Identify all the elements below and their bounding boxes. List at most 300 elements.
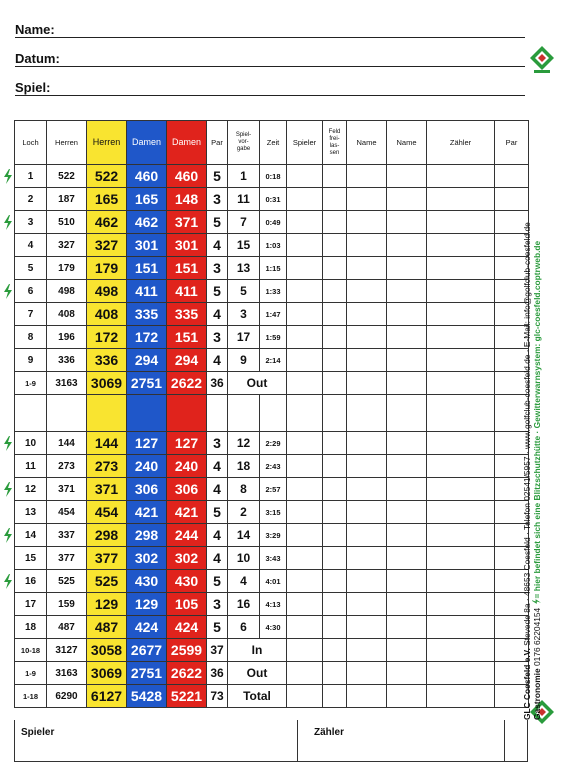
- women-red-distance: 151: [167, 257, 207, 280]
- lightning-bolt-icon: [3, 528, 13, 543]
- women-red-distance: 244: [167, 524, 207, 547]
- name2-cell[interactable]: [387, 501, 427, 524]
- par-value: 5: [207, 165, 228, 188]
- par-value: 4: [207, 547, 228, 570]
- handicap-value: 4: [228, 570, 260, 593]
- name2-cell[interactable]: [387, 593, 427, 616]
- handicap-value: 12: [228, 432, 260, 455]
- player-cell[interactable]: [287, 616, 323, 639]
- free-cell[interactable]: [323, 639, 347, 662]
- counter-cell[interactable]: [427, 616, 495, 639]
- handicap-value: 10: [228, 547, 260, 570]
- counter-cell[interactable]: [427, 326, 495, 349]
- total-men-white: 6290: [47, 685, 87, 708]
- lightning-bolt-icon: [3, 574, 13, 589]
- name2-cell[interactable]: [387, 211, 427, 234]
- women-blue-distance: 294: [127, 349, 167, 372]
- total-men-white: 3127: [47, 639, 87, 662]
- player-cell[interactable]: [287, 570, 323, 593]
- counter-cell[interactable]: [427, 501, 495, 524]
- par-value: 4: [207, 349, 228, 372]
- name1-cell[interactable]: [347, 685, 387, 708]
- hole-number: 14: [15, 524, 47, 547]
- men-white-distance: 498: [47, 280, 87, 303]
- name2-cell[interactable]: [387, 685, 427, 708]
- table-row: [15, 478, 529, 501]
- name2-cell[interactable]: [387, 432, 427, 455]
- player-cell[interactable]: [287, 432, 323, 455]
- counter-cell[interactable]: [427, 685, 495, 708]
- table-row: [15, 349, 529, 372]
- name1-cell[interactable]: [347, 593, 387, 616]
- free-cell[interactable]: [323, 303, 347, 326]
- total-women-blue: 2751: [127, 372, 167, 395]
- men-yellow-distance: 522: [87, 165, 127, 188]
- handicap-value: 7: [228, 211, 260, 234]
- men-yellow-distance: 172: [87, 326, 127, 349]
- col-women-red: Damen: [167, 121, 207, 165]
- counter-cell[interactable]: [427, 234, 495, 257]
- free-cell[interactable]: [323, 685, 347, 708]
- name2-cell[interactable]: [387, 616, 427, 639]
- name1-cell[interactable]: [347, 234, 387, 257]
- name1-cell[interactable]: [347, 303, 387, 326]
- counter-cell[interactable]: [427, 478, 495, 501]
- women-red-distance: 151: [167, 326, 207, 349]
- col-women-blue: Damen: [127, 121, 167, 165]
- gap-section: [15, 395, 529, 432]
- total-par: 36: [207, 662, 228, 685]
- hole-number: 4: [15, 234, 47, 257]
- men-yellow-distance: 129: [87, 593, 127, 616]
- counter-cell[interactable]: [427, 639, 495, 662]
- free-cell[interactable]: [323, 662, 347, 685]
- player-cell[interactable]: [287, 501, 323, 524]
- name1-cell[interactable]: [347, 372, 387, 395]
- par-value: 4: [207, 455, 228, 478]
- name1-cell[interactable]: [347, 280, 387, 303]
- women-red-distance: 127: [167, 432, 207, 455]
- signature-area: [14, 720, 528, 762]
- free-cell[interactable]: [323, 524, 347, 547]
- women-blue-distance: 172: [127, 326, 167, 349]
- date-line: [15, 66, 525, 67]
- hole-number: 17: [15, 593, 47, 616]
- free-cell[interactable]: [323, 478, 347, 501]
- women-red-distance: 424: [167, 616, 207, 639]
- club-address: GLC Coesfeld e.V. Stevede 8a · 48653 Coesfeld · Telefon 02541/5957 · www.golfclub-coesfeld.de · E-Mail: info@golfclub-coesfeld.de: [522, 222, 532, 720]
- total-row: [15, 639, 529, 662]
- handicap-value: 15: [228, 234, 260, 257]
- free-cell[interactable]: [323, 616, 347, 639]
- women-red-distance: 335: [167, 303, 207, 326]
- handicap-value: 9: [228, 349, 260, 372]
- player-cell[interactable]: [287, 639, 323, 662]
- name2-cell[interactable]: [387, 349, 427, 372]
- time-value: 3:29: [260, 524, 287, 547]
- counter-cell[interactable]: [427, 547, 495, 570]
- women-blue-distance: 424: [127, 616, 167, 639]
- total-label: Out: [228, 372, 287, 395]
- table-row: [15, 234, 529, 257]
- name2-cell[interactable]: [387, 234, 427, 257]
- counter-cell[interactable]: [427, 524, 495, 547]
- free-cell[interactable]: [323, 349, 347, 372]
- hole-number: 2: [15, 188, 47, 211]
- player-cell[interactable]: [287, 234, 323, 257]
- par-value: 4: [207, 478, 228, 501]
- total-par: 36: [207, 372, 228, 395]
- col-hole: Loch: [15, 121, 47, 165]
- name2-cell[interactable]: [387, 188, 427, 211]
- counter-cell[interactable]: [427, 455, 495, 478]
- women-red-distance: 240: [167, 455, 207, 478]
- counter-cell[interactable]: [427, 372, 495, 395]
- table-row: [15, 303, 529, 326]
- total-par: 73: [207, 685, 228, 708]
- time-value: 1:47: [260, 303, 287, 326]
- women-red-distance: 430: [167, 570, 207, 593]
- time-value: 1:33: [260, 280, 287, 303]
- women-red-distance: 294: [167, 349, 207, 372]
- total-women-red: 2599: [167, 639, 207, 662]
- col-men-white: Herren: [47, 121, 87, 165]
- men-yellow-distance: 377: [87, 547, 127, 570]
- women-blue-distance: 335: [127, 303, 167, 326]
- counter-cell[interactable]: [427, 280, 495, 303]
- total-men-white: 3163: [47, 372, 87, 395]
- name1-cell[interactable]: [347, 257, 387, 280]
- total-men-yellow: 3069: [87, 662, 127, 685]
- hole-number: 18: [15, 616, 47, 639]
- time-value: 0:18: [260, 165, 287, 188]
- table-row: [15, 547, 529, 570]
- women-blue-distance: 462: [127, 211, 167, 234]
- counter-cell[interactable]: [427, 662, 495, 685]
- name1-cell[interactable]: [347, 188, 387, 211]
- women-blue-distance: 411: [127, 280, 167, 303]
- women-blue-distance: 127: [127, 432, 167, 455]
- name1-cell[interactable]: [347, 432, 387, 455]
- counter-signature-label: Zähler: [314, 727, 345, 738]
- date-label: Datum:: [15, 51, 60, 66]
- total-holes: 10-18: [15, 639, 47, 662]
- name2-cell[interactable]: [387, 662, 427, 685]
- player-cell[interactable]: [287, 211, 323, 234]
- free-cell[interactable]: [323, 501, 347, 524]
- par-value: 3: [207, 593, 228, 616]
- name1-cell[interactable]: [347, 501, 387, 524]
- name1-cell[interactable]: [347, 524, 387, 547]
- handicap-value: 2: [228, 501, 260, 524]
- name1-cell[interactable]: [347, 616, 387, 639]
- men-white-distance: 187: [47, 188, 87, 211]
- women-blue-distance: 302: [127, 547, 167, 570]
- table-row: [15, 280, 529, 303]
- par-value: 3: [207, 326, 228, 349]
- name2-cell[interactable]: [387, 303, 427, 326]
- counter-cell[interactable]: [427, 303, 495, 326]
- player-cell[interactable]: [287, 478, 323, 501]
- table-row: [15, 326, 529, 349]
- women-red-distance: 306: [167, 478, 207, 501]
- counter-cell[interactable]: [427, 257, 495, 280]
- counter-cell[interactable]: [427, 211, 495, 234]
- total-label: Total: [228, 685, 287, 708]
- counter-cell[interactable]: [427, 165, 495, 188]
- time-value: 2:14: [260, 349, 287, 372]
- handicap-value: 1: [228, 165, 260, 188]
- table-row: [15, 524, 529, 547]
- men-white-distance: 408: [47, 303, 87, 326]
- player-cell[interactable]: [287, 372, 323, 395]
- time-value: 4:13: [260, 593, 287, 616]
- name1-cell[interactable]: [347, 570, 387, 593]
- time-value: 2:57: [260, 478, 287, 501]
- time-value: 4:30: [260, 616, 287, 639]
- name2-cell[interactable]: [387, 478, 427, 501]
- total-women-blue: 2751: [127, 662, 167, 685]
- men-white-distance: 273: [47, 455, 87, 478]
- men-yellow-distance: 327: [87, 234, 127, 257]
- par-value: 5: [207, 501, 228, 524]
- player-cell[interactable]: [287, 280, 323, 303]
- counter-cell[interactable]: [427, 593, 495, 616]
- men-yellow-distance: 454: [87, 501, 127, 524]
- free-cell[interactable]: [323, 165, 347, 188]
- men-yellow-distance: 336: [87, 349, 127, 372]
- women-red-distance: 421: [167, 501, 207, 524]
- men-white-distance: 525: [47, 570, 87, 593]
- lightning-bolt-icon: [3, 482, 13, 497]
- free-cell[interactable]: [323, 234, 347, 257]
- header-row: [15, 121, 529, 165]
- name1-cell[interactable]: [347, 165, 387, 188]
- men-white-distance: 336: [47, 349, 87, 372]
- men-white-distance: 327: [47, 234, 87, 257]
- free-cell[interactable]: [323, 455, 347, 478]
- game-line: [15, 95, 525, 96]
- handicap-value: 13: [228, 257, 260, 280]
- time-value: 0:31: [260, 188, 287, 211]
- total-men-yellow: 6127: [87, 685, 127, 708]
- women-red-distance: 411: [167, 280, 207, 303]
- women-blue-distance: 460: [127, 165, 167, 188]
- men-yellow-distance: 165: [87, 188, 127, 211]
- name2-cell[interactable]: [387, 326, 427, 349]
- par-value: 3: [207, 257, 228, 280]
- handicap-value: 18: [228, 455, 260, 478]
- women-blue-distance: 298: [127, 524, 167, 547]
- counter-cell[interactable]: [427, 188, 495, 211]
- par2-cell[interactable]: [495, 165, 529, 188]
- name2-cell[interactable]: [387, 372, 427, 395]
- women-blue-distance: 421: [127, 501, 167, 524]
- total-holes: 1-18: [15, 685, 47, 708]
- total-men-white: 3163: [47, 662, 87, 685]
- name-line: [15, 37, 525, 38]
- hole-number: 11: [15, 455, 47, 478]
- free-cell[interactable]: [323, 188, 347, 211]
- table-row: [15, 432, 529, 455]
- par2-cell[interactable]: [495, 188, 529, 211]
- time-value: 4:01: [260, 570, 287, 593]
- men-white-distance: 179: [47, 257, 87, 280]
- player-cell[interactable]: [287, 593, 323, 616]
- name1-cell[interactable]: [347, 547, 387, 570]
- lightning-bolt-icon: [3, 169, 13, 184]
- back-nine: [15, 432, 529, 639]
- par-value: 3: [207, 188, 228, 211]
- free-cell[interactable]: [323, 280, 347, 303]
- game-label: Spiel:: [15, 80, 51, 95]
- men-white-distance: 377: [47, 547, 87, 570]
- hole-number: 16: [15, 570, 47, 593]
- player-cell[interactable]: [287, 662, 323, 685]
- lightning-bolt-icon: [3, 215, 13, 230]
- free-cell[interactable]: [323, 593, 347, 616]
- player-signature-label: Spieler: [21, 727, 55, 738]
- name2-cell[interactable]: [387, 524, 427, 547]
- player-cell[interactable]: [287, 257, 323, 280]
- col-par: Par: [207, 121, 228, 165]
- player-cell[interactable]: [287, 547, 323, 570]
- name2-cell[interactable]: [387, 455, 427, 478]
- player-cell[interactable]: [287, 326, 323, 349]
- name2-cell[interactable]: [387, 570, 427, 593]
- total-row: [15, 372, 529, 395]
- lightning-bolt-icon: [3, 436, 13, 451]
- table-row: [15, 211, 529, 234]
- name1-cell[interactable]: [347, 478, 387, 501]
- time-value: 1:59: [260, 326, 287, 349]
- women-red-distance: 301: [167, 234, 207, 257]
- player-cell[interactable]: [287, 303, 323, 326]
- par-value: 5: [207, 570, 228, 593]
- col-par-2: Par: [495, 121, 529, 165]
- col-handicap: Spiel- vor- gabe: [228, 121, 260, 165]
- name1-cell[interactable]: [347, 349, 387, 372]
- player-cell[interactable]: [287, 188, 323, 211]
- free-cell[interactable]: [323, 570, 347, 593]
- player-cell[interactable]: [287, 349, 323, 372]
- handicap-value: 6: [228, 616, 260, 639]
- total-row: [15, 685, 529, 708]
- name2-cell[interactable]: [387, 280, 427, 303]
- women-red-distance: 460: [167, 165, 207, 188]
- time-value: 3:15: [260, 501, 287, 524]
- lightning-bolt-icon: [3, 284, 13, 299]
- totals-section: [15, 639, 529, 708]
- counter-cell[interactable]: [427, 432, 495, 455]
- par-value: 4: [207, 303, 228, 326]
- free-cell[interactable]: [323, 326, 347, 349]
- table-row: [15, 570, 529, 593]
- name1-cell[interactable]: [347, 662, 387, 685]
- time-value: 2:29: [260, 432, 287, 455]
- women-blue-distance: 129: [127, 593, 167, 616]
- hole-number: 7: [15, 303, 47, 326]
- hole-number: 3: [15, 211, 47, 234]
- handicap-value: 5: [228, 280, 260, 303]
- men-yellow-distance: 408: [87, 303, 127, 326]
- hole-number: 6: [15, 280, 47, 303]
- women-red-distance: 302: [167, 547, 207, 570]
- name-label: Name:: [15, 22, 55, 37]
- lightning-bolt-icon: [532, 598, 541, 605]
- name2-cell[interactable]: [387, 639, 427, 662]
- player-cell[interactable]: [287, 524, 323, 547]
- men-white-distance: 510: [47, 211, 87, 234]
- counter-cell[interactable]: [427, 570, 495, 593]
- women-blue-distance: 240: [127, 455, 167, 478]
- free-cell[interactable]: [323, 547, 347, 570]
- name2-cell[interactable]: [387, 257, 427, 280]
- women-red-distance: 371: [167, 211, 207, 234]
- hole-number: 15: [15, 547, 47, 570]
- men-yellow-distance: 487: [87, 616, 127, 639]
- player-cell[interactable]: [287, 165, 323, 188]
- hole-number: 10: [15, 432, 47, 455]
- name2-cell[interactable]: [387, 165, 427, 188]
- counter-signature-box: [297, 720, 505, 761]
- men-yellow-distance: 179: [87, 257, 127, 280]
- table-row: [15, 165, 529, 188]
- men-white-distance: 159: [47, 593, 87, 616]
- women-blue-distance: 165: [127, 188, 167, 211]
- free-cell[interactable]: [323, 372, 347, 395]
- hole-number: 8: [15, 326, 47, 349]
- time-value: 3:43: [260, 547, 287, 570]
- name1-cell[interactable]: [347, 326, 387, 349]
- front-nine: [15, 165, 529, 372]
- player-cell[interactable]: [287, 685, 323, 708]
- total-label: Out: [228, 662, 287, 685]
- table-row: [15, 455, 529, 478]
- club-logo-icon: [530, 46, 554, 78]
- free-cell[interactable]: [323, 211, 347, 234]
- free-cell[interactable]: [323, 257, 347, 280]
- table-row: [15, 616, 529, 639]
- name1-cell[interactable]: [347, 639, 387, 662]
- hole-number: 5: [15, 257, 47, 280]
- handicap-value: 11: [228, 188, 260, 211]
- name1-cell[interactable]: [347, 211, 387, 234]
- total-par: 37: [207, 639, 228, 662]
- player-cell[interactable]: [287, 455, 323, 478]
- table-row: [15, 501, 529, 524]
- men-white-distance: 337: [47, 524, 87, 547]
- total-women-red: 2622: [167, 662, 207, 685]
- total-women-blue: 5428: [127, 685, 167, 708]
- name2-cell[interactable]: [387, 547, 427, 570]
- counter-cell[interactable]: [427, 349, 495, 372]
- handicap-value: 8: [228, 478, 260, 501]
- women-red-distance: 148: [167, 188, 207, 211]
- hole-number: 1: [15, 165, 47, 188]
- free-cell[interactable]: [323, 432, 347, 455]
- time-value: 2:43: [260, 455, 287, 478]
- total-row: [15, 662, 529, 685]
- par-value: 5: [207, 280, 228, 303]
- col-name-1: Name: [347, 121, 387, 165]
- total-holes: 1-9: [15, 662, 47, 685]
- gap-row: [15, 395, 529, 432]
- men-white-distance: 522: [47, 165, 87, 188]
- women-blue-distance: 306: [127, 478, 167, 501]
- name1-cell[interactable]: [347, 455, 387, 478]
- total-women-blue: 2677: [127, 639, 167, 662]
